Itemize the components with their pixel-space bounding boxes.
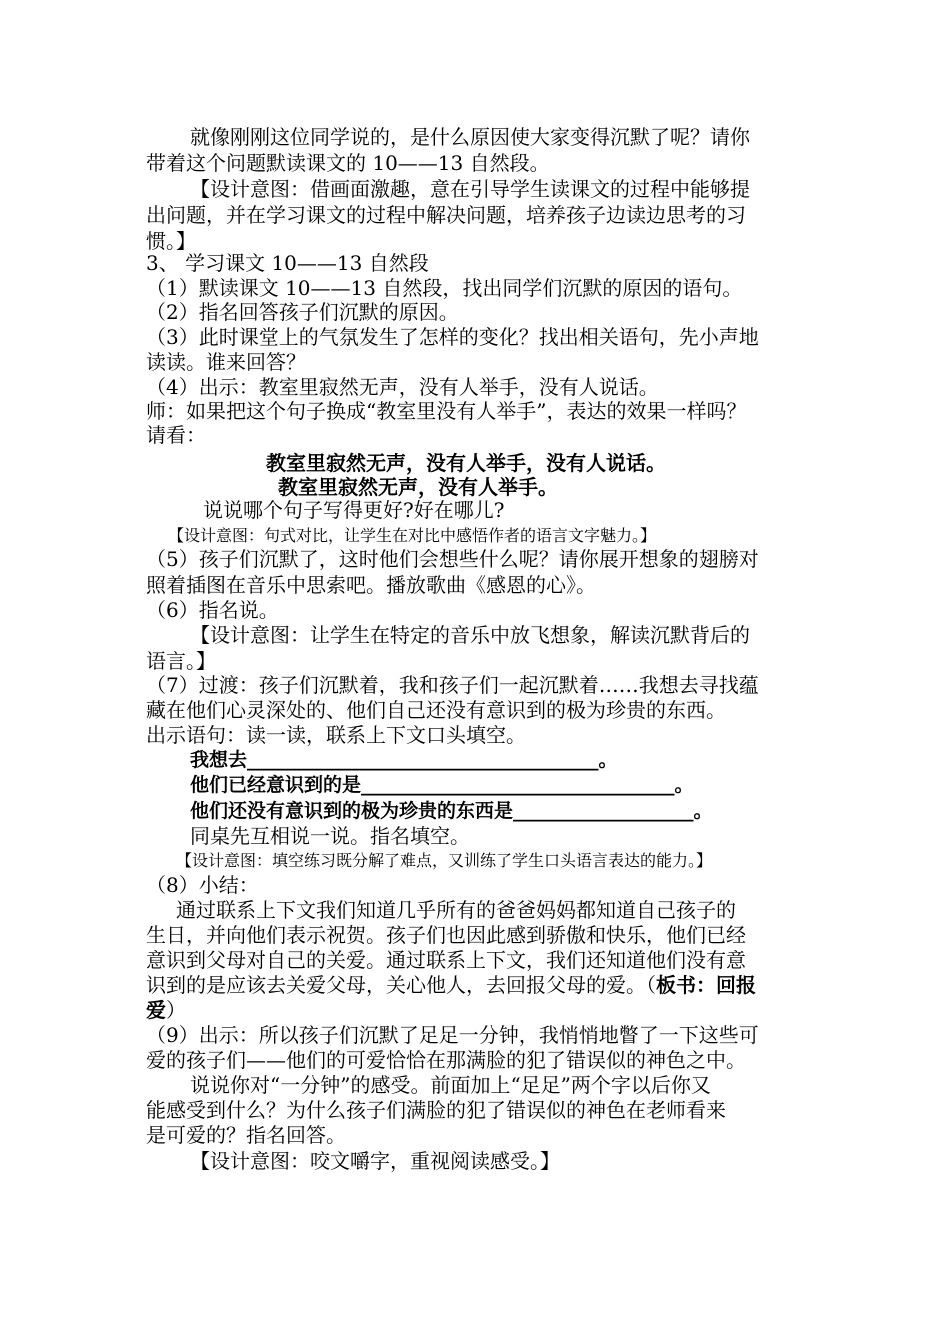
question-line: 说说你对“一分钟”的感受。前面加上“足足”两个字以后你又 xyxy=(190,1073,711,1097)
list-item: 藏在他们心灵深处的、他们自己还没有意识到的极为珍贵的东西。 xyxy=(146,698,726,722)
list-item: 读读。谁来回答？ xyxy=(146,350,306,374)
summary-line xyxy=(146,997,186,1023)
section-heading: 3、 学习课文 10——13 自然段 xyxy=(146,251,429,275)
design-intent-line: 出问题，并在学习课文的过程中解决问题，培养孩子边读边思考的习 xyxy=(146,203,746,227)
list-item: 爱的孩子们——他们的可爱恰恰在那满脸的犯了错误似的神色之中。 xyxy=(146,1048,746,1072)
summary-text: 识到的是应该去关爱父母，关心他人，去回报父母的爱。（ xyxy=(146,973,656,997)
board-note: 板书：回报 xyxy=(656,973,756,997)
summary-line: 通过联系上下文我们知道几乎所有的爸爸妈妈都知道自己孩子的 xyxy=(176,898,736,922)
list-item: （7）过渡：孩子们沉默着，我和孩子们一起沉默着……我想去寻找蕴 xyxy=(146,673,759,697)
list-item: （4）出示：教室里寂然无声，没有人举手，没有人说话。 xyxy=(146,375,659,399)
list-item: （3）此时课堂上的气氛发生了怎样的变化？找出相关语句，先小声地 xyxy=(146,325,759,349)
teacher-line: 请看： xyxy=(146,423,206,447)
design-intent-line: 语言。】 xyxy=(146,649,216,673)
list-item: （6）指名说。 xyxy=(146,598,279,622)
question-line: 能感受到什么？为什么孩子们满脸的犯了错误似的神色在老师看来 xyxy=(146,1098,726,1122)
list-item: 出示语句：读一读，联系上下文口头填空。 xyxy=(146,723,526,747)
design-intent-line: 惯。】 xyxy=(146,229,196,253)
teacher-line: 师：如果把这个句子换成“教室里没有人举手”，表达的效果一样吗？ xyxy=(146,399,747,423)
fill-blank-line: 我想去_____________________________________。 xyxy=(190,749,618,771)
summary-line: 生日，并向他们表示祝贺。孩子们也因此感到骄傲和快乐，他们已经 xyxy=(146,923,746,947)
summary-line xyxy=(146,972,756,998)
summary-text: ） xyxy=(166,998,186,1022)
paragraph-line: 带着这个问题默读课文的 10——13 自然段。 xyxy=(146,151,550,175)
list-item: （9）出示：所以孩子们沉默了足足一分钟，我悄悄地瞥了一下这些可 xyxy=(146,1023,759,1047)
fill-blank-line: 他们还没有意识到的极为珍贵的东西是___________________。 xyxy=(190,800,713,822)
paragraph-line: 同桌先互相说一说。指名填空。 xyxy=(190,824,470,848)
summary-line: 意识到父母对自己的关爱。通过联系上下文，我们还知道他们没有意 xyxy=(146,948,746,972)
design-intent-line: 【设计意图：句式对比，让学生在对比中感悟作者的语言文字魅力。】 xyxy=(168,526,657,545)
list-item: （2）指名回答孩子们沉默的原因。 xyxy=(146,300,459,324)
paragraph-line: 就像刚刚这位同学说的，是什么原因使大家变得沉默了呢？请你 xyxy=(190,125,750,149)
question-line: 是可爱的？指名回答。 xyxy=(146,1123,346,1147)
list-item: 照着插图在音乐中思索吧。播放歌曲《感恩的心》。 xyxy=(146,573,596,597)
example-sentence-1: 教室里寂然无声，没有人举手，没有人说话。 xyxy=(266,451,666,475)
list-item: （8）小结： xyxy=(146,873,259,897)
design-intent-line: 【设计意图：借画面激趣，意在引导学生读课文的过程中能够提 xyxy=(190,177,750,201)
design-intent-line: 【设计意图：让学生在特定的音乐中放飞想象，解读沉默背后的 xyxy=(190,623,750,647)
design-intent-line: 【设计意图：咬文嚼字，重视阅读感受。】 xyxy=(190,1149,560,1173)
example-sentence-2: 教室里寂然无声，没有人举手。 xyxy=(278,475,558,499)
question-line: 说说哪个句子写得更好?好在哪儿? xyxy=(203,498,505,522)
fill-blank-line: 他们已经意识到的是_________________________________。 xyxy=(190,774,694,796)
design-intent-line: 【设计意图：填空练习既分解了难点，又训练了学生口头语言表达的能力。】 xyxy=(176,851,713,870)
list-item: （5）孩子们沉默了，这时他们会想些什么呢？请你展开想象的翅膀对 xyxy=(146,547,759,571)
board-note: 爱 xyxy=(146,998,166,1022)
list-item: （1）默读课文 10——13 自然段，找出同学们沉默的原因的语句。 xyxy=(146,276,743,300)
